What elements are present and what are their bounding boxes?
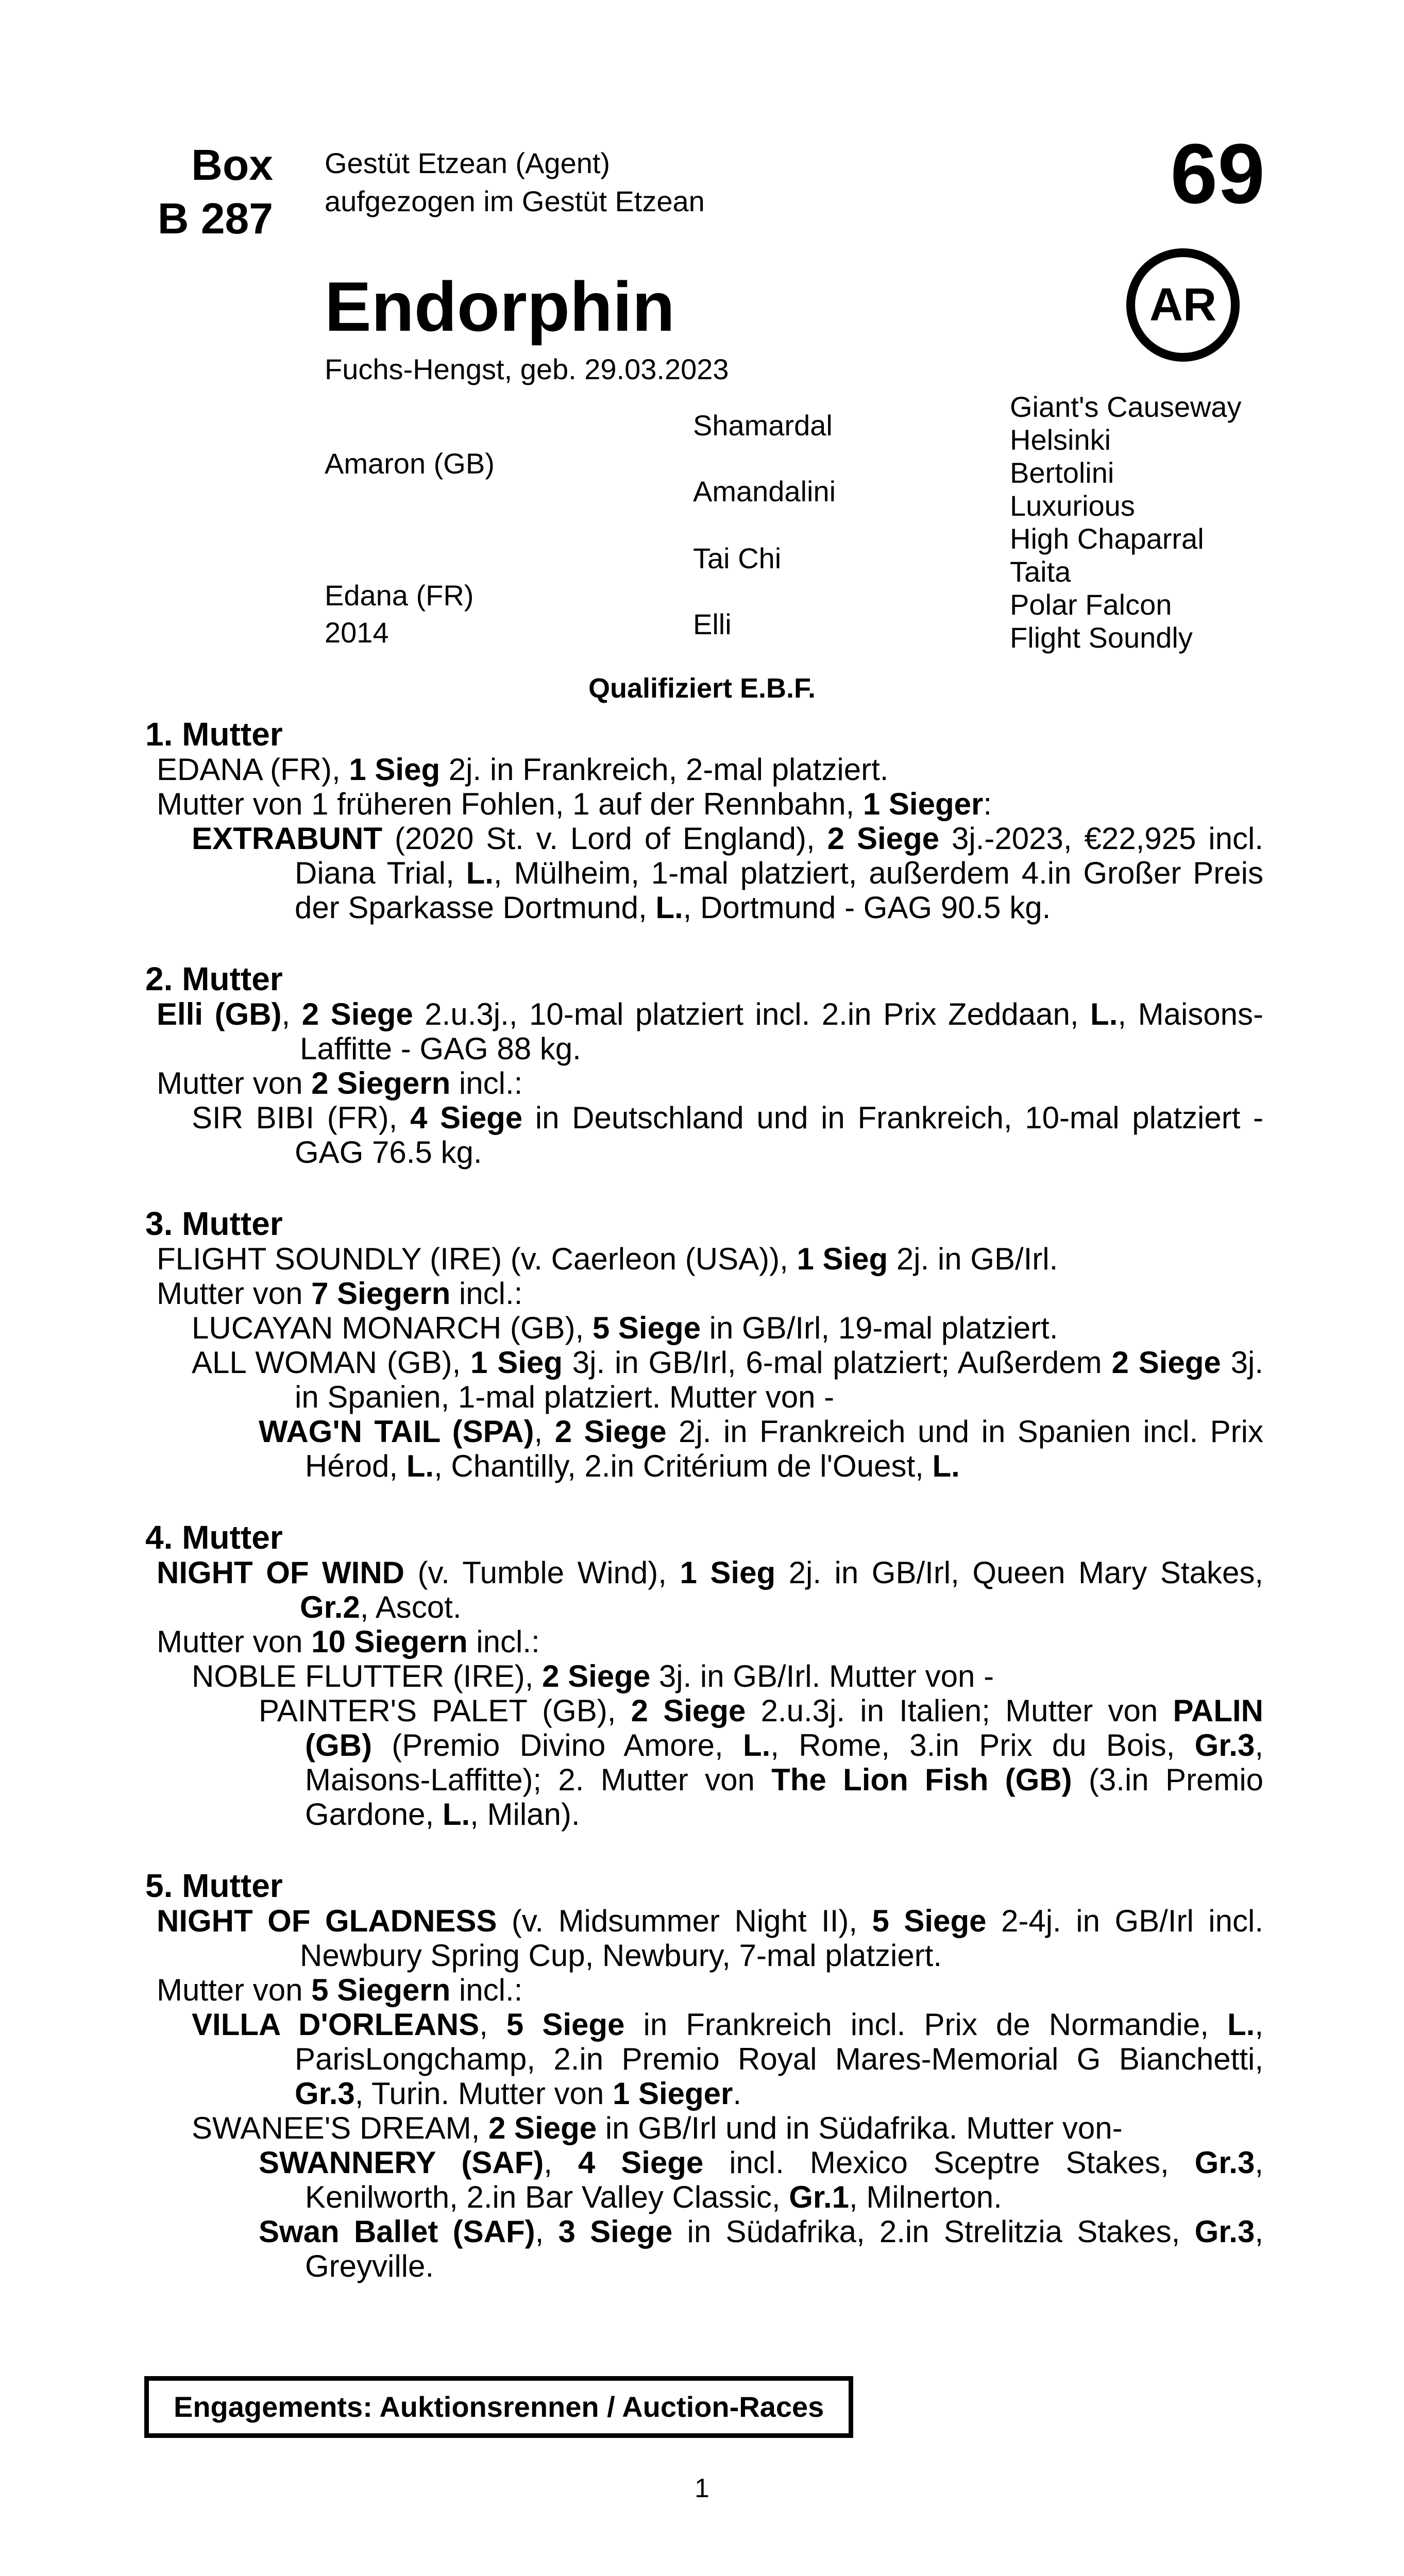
section-gap: [145, 1170, 1263, 1206]
box-label: [147, 138, 273, 245]
pedigree-gen3: [1010, 391, 1242, 654]
pedigree-gen3-item: High Chaparral: [1010, 522, 1204, 555]
lot-number: 69: [1170, 126, 1265, 221]
pedigree-dam: Edana (FR): [325, 579, 474, 612]
dam-entry: NIGHT OF WIND (v. Tumble Wind), 1 Sieg 2j. in GB/Irl, Queen Mary Stakes, Gr.2, Ascot.: [157, 1555, 1264, 1624]
section-heading: 3. Mutter: [145, 1205, 283, 1242]
produce-entry: SIR BIBI (FR), 4 Siege in Deutschland und in Frankreich, 10-mal platziert - GAG 76.5 kg.: [192, 1100, 1263, 1170]
dam-entry: NIGHT OF GLADNESS (v. Midsummer Night II), 5 Siege 2-4j. in GB/Irl incl. Newbury Spring Cup, Newbury, 7-mal platziert.: [157, 1904, 1263, 1973]
horse-description: Fuchs-Hengst, geb. 29.03.2023: [325, 353, 729, 385]
dam-line-content: [145, 716, 1263, 2283]
pedigree-gen3-item: Bertolini: [1010, 456, 1114, 489]
dam-entry: FLIGHT SOUNDLY (IRE) (v. Caerleon (USA)), 1 Sieg 2j. in GB/Irl.: [157, 1242, 1058, 1276]
produce-line: Mutter von 10 Siegern incl.:: [157, 1624, 540, 1659]
produce-entry: LUCAYAN MONARCH (GB), 5 Siege in GB/Irl, 19-mal platziert.: [192, 1311, 1058, 1345]
produce-entry: SWANEE'S DREAM, 2 Siege in GB/Irl und in Südafrika. Mutter von-: [192, 2111, 1123, 2145]
produce-entry: WAG'N TAIL (SPA), 2 Siege 2j. in Frankreich und in Spanien incl. Prix Hérod, L., Chantilly, 2.in Critérium de l'Ouest, L.: [259, 1414, 1263, 1483]
section-gap: [145, 1832, 1263, 1868]
pedigree-sire-sire: Shamardal: [693, 409, 833, 442]
pedigree-gen3-item: Flight Soundly: [1010, 621, 1193, 654]
ar-badge-text: AR: [1149, 279, 1216, 331]
pedigree-sire: Amaron (GB): [325, 447, 495, 480]
qualification: Qualifiziert E.B.F.: [588, 673, 816, 704]
engagements-box: [144, 2376, 853, 2438]
dam-entry: Elli (GB), 2 Siege 2.u.3j., 10-mal platziert incl. 2.in Prix Zeddaan, L., Maisons-Laffitte - GAG 88 kg.: [157, 997, 1263, 1066]
section-gap: [145, 1483, 1263, 1519]
produce-entry: SWANNERY (SAF), 4 Siege incl. Mexico Sceptre Stakes, Gr.3, Kenilworth, 2.in Bar Valley Classic, Gr.1, Milnerton.: [259, 2145, 1263, 2214]
pedigree-gen3-item: Giant's Causeway: [1010, 391, 1242, 423]
produce-line: Mutter von 7 Siegern incl.:: [157, 1276, 523, 1311]
ar-badge: [1126, 248, 1240, 362]
page-number: 1: [695, 2473, 709, 2503]
consignor: Gestüt Etzean (Agent): [325, 147, 611, 179]
box-label-text: Box: [191, 141, 273, 189]
section-heading: 5. Mutter: [145, 1867, 283, 1904]
pedigree-sire-dam: Amandalini: [693, 475, 836, 507]
pedigree-gen3-item: Polar Falcon: [1010, 588, 1172, 621]
produce-entry: EXTRABUNT (2020 St. v. Lord of England), 2 Siege 3j.-2023, €22,925 incl. Diana Trial, L., Mülheim, 1-mal platziert, außerdem 4.in Großer Preis der Sparkasse Dortmund, L., Dortmund - GAG 90.5 kg.: [192, 821, 1263, 925]
horse-name: Endorphin: [325, 267, 675, 346]
produce-line: Mutter von 1 früheren Fohlen, 1 auf der Rennbahn, 1 Sieger:: [157, 787, 992, 821]
produce-entry: ALL WOMAN (GB), 1 Sieg 3j. in GB/Irl, 6-mal platziert; Außerdem 2 Siege 3j. in Spanien, 1-mal platziert. Mutter von -: [192, 1345, 1263, 1414]
produce-entry: VILLA D'ORLEANS, 5 Siege in Frankreich incl. Prix de Normandie, L., ParisLongchamp, 2.in Premio Royal Mares-Memorial G Bianchetti, Gr.3, Turin. Mutter von 1 Sieger.: [192, 2007, 1263, 2111]
dam-entry: EDANA (FR), 1 Sieg 2j. in Frankreich, 2-mal platziert.: [157, 752, 889, 787]
pedigree-gen3-item: Helsinki: [1010, 423, 1111, 456]
pedigree-gen3-item: Luxurious: [1010, 489, 1135, 522]
produce-line: Mutter von 2 Siegern incl.:: [157, 1066, 523, 1100]
section-heading: 4. Mutter: [145, 1519, 283, 1556]
consignor-block: [325, 144, 705, 221]
section-heading: 1. Mutter: [145, 716, 283, 753]
pedigree-dam-year: 2014: [325, 616, 389, 649]
engagements-text: Engagements: Auktionsrennen / Auction-Races: [174, 2391, 824, 2423]
produce-entry: Swan Ballet (SAF), 3 Siege in Südafrika, 2.in Strelitzia Stakes, Gr.3, Greyville.: [259, 2214, 1263, 2283]
pedigree-dam-sire: Tai Chi: [693, 542, 782, 574]
section-heading: 2. Mutter: [145, 960, 283, 997]
pedigree-gen3-item: Taita: [1010, 555, 1071, 588]
pedigree-dam-dam: Elli: [693, 608, 732, 640]
raised-at: aufgezogen im Gestüt Etzean: [325, 185, 705, 217]
produce-line: Mutter von 5 Siegern incl.:: [157, 1973, 523, 2007]
box-number: B 287: [157, 194, 273, 243]
produce-entry: NOBLE FLUTTER (IRE), 2 Siege 3j. in GB/Irl. Mutter von -: [192, 1659, 994, 1693]
produce-entry: PAINTER'S PALET (GB), 2 Siege 2.u.3j. in Italien; Mutter von PALIN (GB) (Premio Divino Amore, L., Rome, 3.in Prix du Bois, Gr.3, Maisons-Laffitte); 2. Mutter von The Lion Fish (GB) (3.in Premio Gardone, L., Milan).: [259, 1693, 1264, 1832]
section-gap: [145, 925, 1263, 961]
